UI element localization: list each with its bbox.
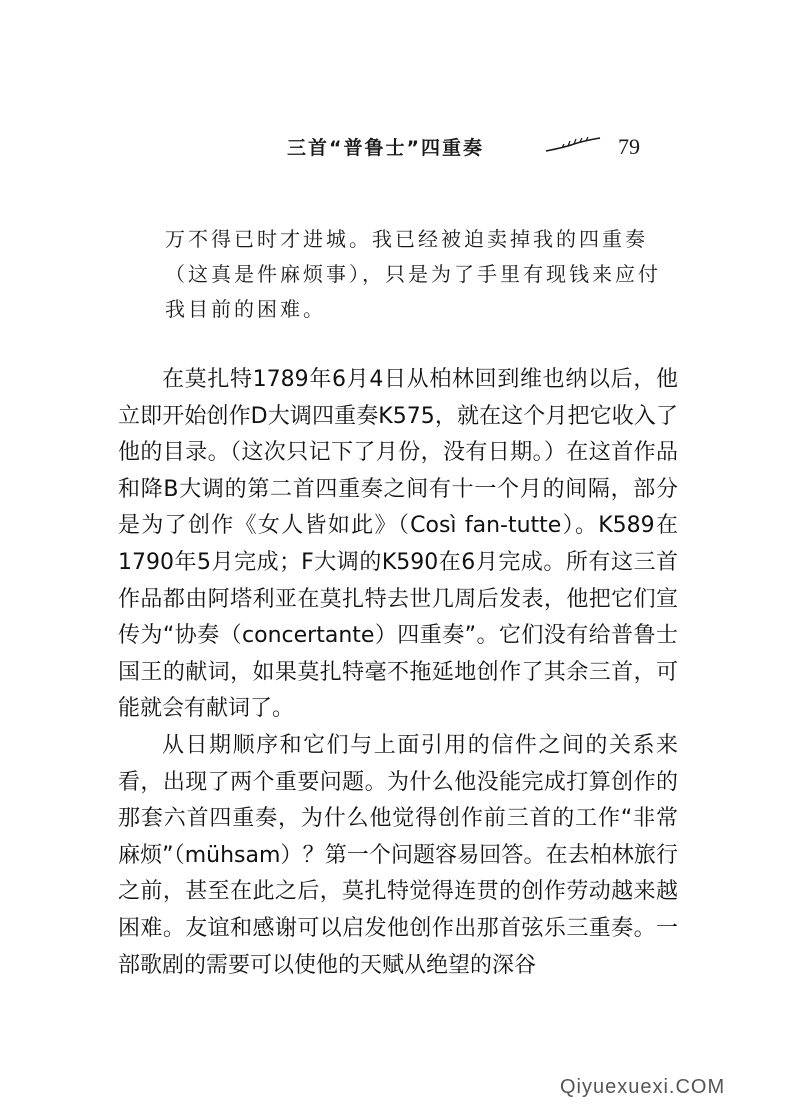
running-title: 三首“普鲁士”四重奏 [287,137,484,159]
flourish-icon [544,136,602,154]
running-header [0,128,794,168]
site-watermark: Qiyuexuexi.COM [560,1076,726,1098]
body-text [118,362,678,984]
paragraph-2: 从日期顺序和它们与上面引用的信件之间的关系来看，出现了两个重要问题。为什么他没能完成打算创作的那套六首四重奏，为什么他觉得创作前三首的工作“非常麻烦”（mühsam）？第一个问题容易回答。在去柏林旅行之前，甚至在此之后，莫扎特觉得连贯的创作劳动越来越困难。友谊和感谢可以启发他创作出那首弦乐三重奏。一部歌剧的需要可以使他的天赋从绝望的深谷 [118,732,678,978]
page-number: 79 [618,134,640,159]
quote-text: 万不得已时才进城。我已经被迫卖掉我的四重奏（这真是件麻烦事），只是为了手里有现钱来应付我目前的困难。 [165,227,661,321]
paragraph-1: 在莫扎特1789年6月4日从柏林回到维也纳以后，他立即开始创作D大调四重奏K575，就在这个月把它收入了他的目录。（这次只记下了月份，没有日期。）在这首作品和降B大调的第二首四重奏之间有十一个月的间隔，部分是为了创作《女人皆如此》（Così fan-tutte）。K589在1790年5月完成；F大调的K590在6月完成。所有这三首作品都由阿塔利亚在莫扎特去世几周后发表，他把它们宣传为“协奏（concertante）四重奏”。它们没有给普鲁士国王的献词，如果莫扎特毫不拖延地创作了其余三首，可能就会有献词了。 [118,367,678,722]
block-quote [165,222,680,327]
